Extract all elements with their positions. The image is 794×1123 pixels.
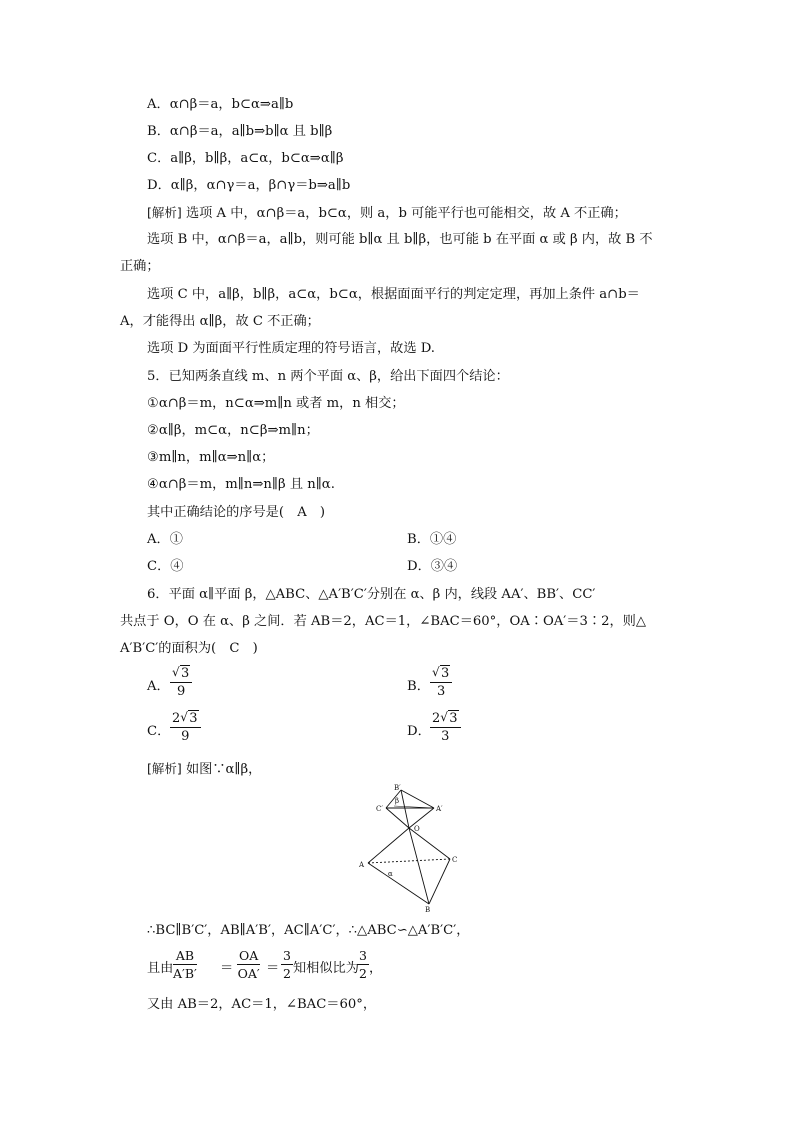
denominator: 9 [181,729,190,744]
q6-option-d-label: D． [407,724,431,739]
q6-option-c-fraction [170,711,201,744]
q6-analysis-line3: 又由 AB＝2，AC＝1，∠BAC＝60°， [147,997,377,1012]
q4-analysis-text1: 选项 A 中，α∩β＝a，b⊂α，则 a，b 可能平行也可能相交，故 A 不正确； [185,206,627,221]
fraction-den: 2 [283,966,291,981]
q5-question: 其中正确结论的序号是( A ) [147,505,326,520]
fraction-num: OA [239,948,259,963]
label-c-prime: C′ [376,805,383,813]
ratio-oa-fraction [237,948,260,981]
q4-analysis-line4: 选项 C 中，a∥β，b∥β，a⊂α，b⊂α，根据面面平行的判定定理，再加上条件 a∩b＝ [147,287,640,302]
label-b: B [425,906,431,912]
q4-option-a: A．α∩β＝a，b⊂α⇒a∥b [147,97,294,112]
fraction-num: AB [173,948,197,965]
q4-option-b: B．α∩β＝a，a∥b⇒b∥α 且 b∥β [147,124,333,139]
q6-option-d-fraction [430,711,461,744]
q6-analysis-line1: ∴BC∥B′C′，AB∥A′B′，AC∥A′C′，∴△ABC∽△A′B′C′， [147,923,470,938]
denominator: 9 [177,684,186,699]
q5-statement-3: ③m∥n，m∥α⇒n∥α； [147,450,275,465]
q6-line2: 共点于 O，O 在 α、β 之间．若 AB＝2，AC＝1，∠BAC＝60°，OA∶OA′＝3∶2，则△ [120,614,646,629]
q6-line1: 6．平面 α∥平面 β，△ABC、△A′B′C′分别在 α、β 内，线段 AA′、BB′、CC′ [147,587,596,602]
q5-statement-4: ④α∩β＝m，m∥n⇒n∥β 且 n∥α. [147,477,335,492]
q5-option-d: D．③④ [407,559,458,574]
radicand: 3 [441,666,450,681]
radicand: 3 [189,711,198,726]
q4-analysis-line5: A，才能得出 α∥β，故 C 不正确； [120,314,320,329]
fraction-num: 3 [283,948,291,963]
q6-option-a-label: A． [147,679,170,694]
q5-statement-2: ②α∥β，m⊂α，n⊂β⇒m∥n； [147,423,319,438]
similarity-ratio-fraction [357,948,369,981]
denominator: 3 [437,684,446,699]
equals-2: ＝ [266,961,280,976]
ratio-value-fraction [281,948,293,981]
q5-option-a: A．① [147,532,183,547]
label-a: A [359,861,365,869]
q4-option-d: D．α∥β，α∩γ＝a，β∩γ＝b⇒a∥b [147,178,351,193]
q5-stem: 5．已知两条直线 m、n 两个平面 α、β，给出下面四个结论： [147,369,509,384]
q4-option-c: C．a∥β，b∥β，a⊂α，b⊂α⇒α∥β [147,151,344,166]
q4-analysis-line1 [147,204,627,223]
radicand: 3 [449,711,458,726]
equals-1: ＝ [220,961,234,976]
fraction-den: OA′ [237,966,260,981]
q6-option-b-fraction [430,666,452,699]
label-c: C [452,856,458,864]
fraction-num: 3 [359,948,367,963]
analysis-tag: [解析] [147,205,182,220]
fraction-den: 2 [359,966,367,981]
label-o: O [414,825,420,833]
q4-analysis-line6: 选项 D 为面面平行性质定理的符号语言，故选 D. [147,341,436,356]
label-alpha: α [388,870,393,878]
line2-end: ， [369,961,383,976]
denominator: 3 [441,729,450,744]
q5-option-b: B．①④ [407,532,457,547]
label-beta: β [395,797,400,805]
q6-option-b-label: B． [407,679,430,694]
similarity-text: 知相似比为 [293,961,359,976]
q6-analysis-intro-text: 如图∵α∥β， [185,762,262,777]
geometry-figure [350,784,470,912]
q4-analysis-line3: 正确； [120,259,160,274]
q6-analysis-line2-pre: 且由 [147,961,174,976]
coef: 2 [432,711,441,726]
label-b-prime: B′ [394,784,401,792]
q4-analysis-line2: 选项 B 中，α∩β＝a，a∥b，则可能 b∥α 且 b∥β，也可能 b 在平面 α 或 β 内，故 B 不 [147,232,653,247]
ratio-ab-fraction [173,948,197,981]
q6-option-a-fraction [170,666,192,699]
q6-analysis-intro [147,760,261,779]
fraction-den: A′B′ [173,966,197,981]
label-a-prime: A′ [436,805,443,813]
q5-option-c: C．④ [147,559,184,574]
q5-statement-1: ①α∩β＝m，n⊂α⇒m∥n 或者 m，n 相交； [147,396,405,411]
coef: 2 [172,711,181,726]
q6-option-c-label: C． [147,724,171,739]
analysis-tag: [解析] [147,761,182,776]
q6-line3: A′B′C′的面积为( C ) [120,641,258,656]
radicand: 3 [181,666,190,681]
